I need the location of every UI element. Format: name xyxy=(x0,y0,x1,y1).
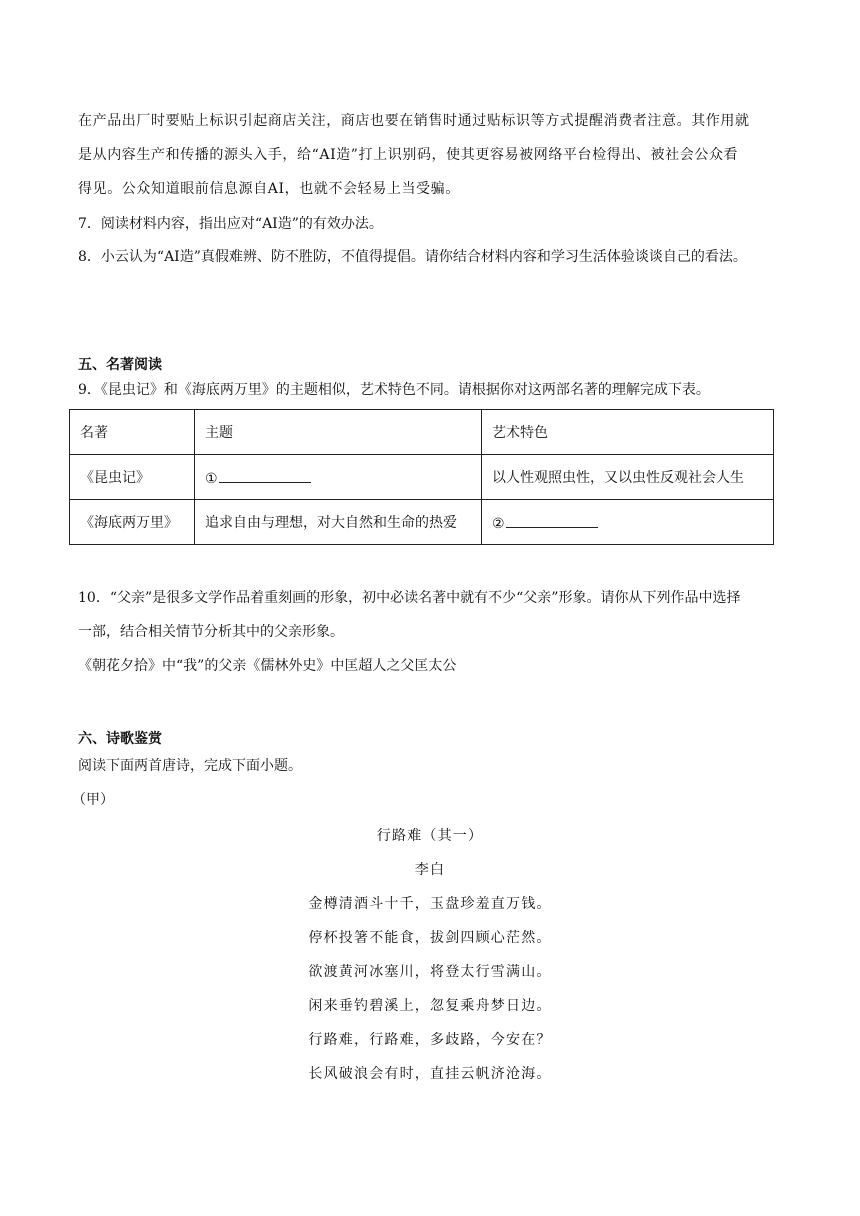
works-table xyxy=(69,409,774,545)
poem-line: 金樽清酒斗十千，玉盘珍羞直万钱。 xyxy=(308,896,552,912)
passage-line-1: 在产品出厂时要贴上标识引起商店关注，商店也要在销售时通过贴标识等方式提醒消费者注意。其作用就 xyxy=(78,113,750,129)
table-row xyxy=(70,500,774,545)
question-8: 8．小云认为“AI造”真假难辨、防不胜防，不值得提倡。请你结合材料内容和学习生活体验谈谈自己的看法。 xyxy=(78,249,747,265)
section-6-heading: 六、诗歌鉴赏 xyxy=(78,731,162,747)
cell-art-blank xyxy=(482,500,774,545)
question-10-line-1: 10．“父亲”是很多文学作品着重刻画的形象，初中必读名著中就有不少“父亲”形象。请你从下列作品中选择 xyxy=(78,590,741,606)
cell-theme-blank xyxy=(195,455,482,500)
cell-work: 《昆虫记》 xyxy=(70,455,195,500)
poem-line: 闲来垂钓碧溪上，忽复乘舟梦日边。 xyxy=(308,998,552,1014)
question-10-line-2: 一部，结合相关情节分析其中的父亲形象。 xyxy=(78,624,344,640)
blank-marker: ① xyxy=(205,470,218,487)
passage-line-2: 是从内容生产和传播的源头入手，给“AI造”打上识别码，使其更容易被网络平台检得出、被社会公众看 xyxy=(78,147,739,163)
table-row xyxy=(70,455,774,500)
header-cell-work: 名著 xyxy=(70,410,195,455)
cell-theme: 追求自由与理想，对大自然和生命的热爱 xyxy=(195,500,482,545)
question-7: 7．阅读材料内容，指出应对“AI造”的有效办法。 xyxy=(78,216,383,232)
header-cell-art: 艺术特色 xyxy=(482,410,774,455)
table-header-row xyxy=(70,410,774,455)
question-10-options: 《朝花夕拾》中“我”的父亲《儒林外史》中匡超人之父匡太公 xyxy=(78,658,457,674)
poem-line: 停杯投箸不能食，拔剑四顾心茫然。 xyxy=(308,930,552,946)
passage-line-3: 得见。公众知道眼前信息源自AI，也就不会轻易上当受骗。 xyxy=(78,181,460,197)
answer-blank-1[interactable] xyxy=(219,468,311,483)
header-cell-theme: 主题 xyxy=(195,410,482,455)
poem-author: 李白 xyxy=(414,862,446,878)
poem-label: （甲） xyxy=(72,792,114,808)
question-9: 9．《昆虫记》和《海底两万里》的主题相似，艺术特色不同。请根据你对这两部名著的理解完成下表。 xyxy=(78,382,710,398)
poem-line: 欲渡黄河冰塞川，将登太行雪满山。 xyxy=(308,964,552,980)
poem-line: 行路难，行路难，多歧路，今安在？ xyxy=(308,1032,552,1048)
poem-title: 行路难（其一） xyxy=(376,828,484,844)
answer-blank-2[interactable] xyxy=(506,513,598,528)
blank-marker: ② xyxy=(492,515,505,532)
poem-intro: 阅读下面两首唐诗，完成下面小题。 xyxy=(78,758,302,774)
poem-line: 长风破浪会有时，直挂云帆济沧海。 xyxy=(308,1066,552,1082)
cell-work: 《海底两万里》 xyxy=(70,500,195,545)
section-5-heading: 五、名著阅读 xyxy=(78,357,162,373)
cell-art: 以人性观照虫性，又以虫性反观社会人生 xyxy=(482,455,774,500)
